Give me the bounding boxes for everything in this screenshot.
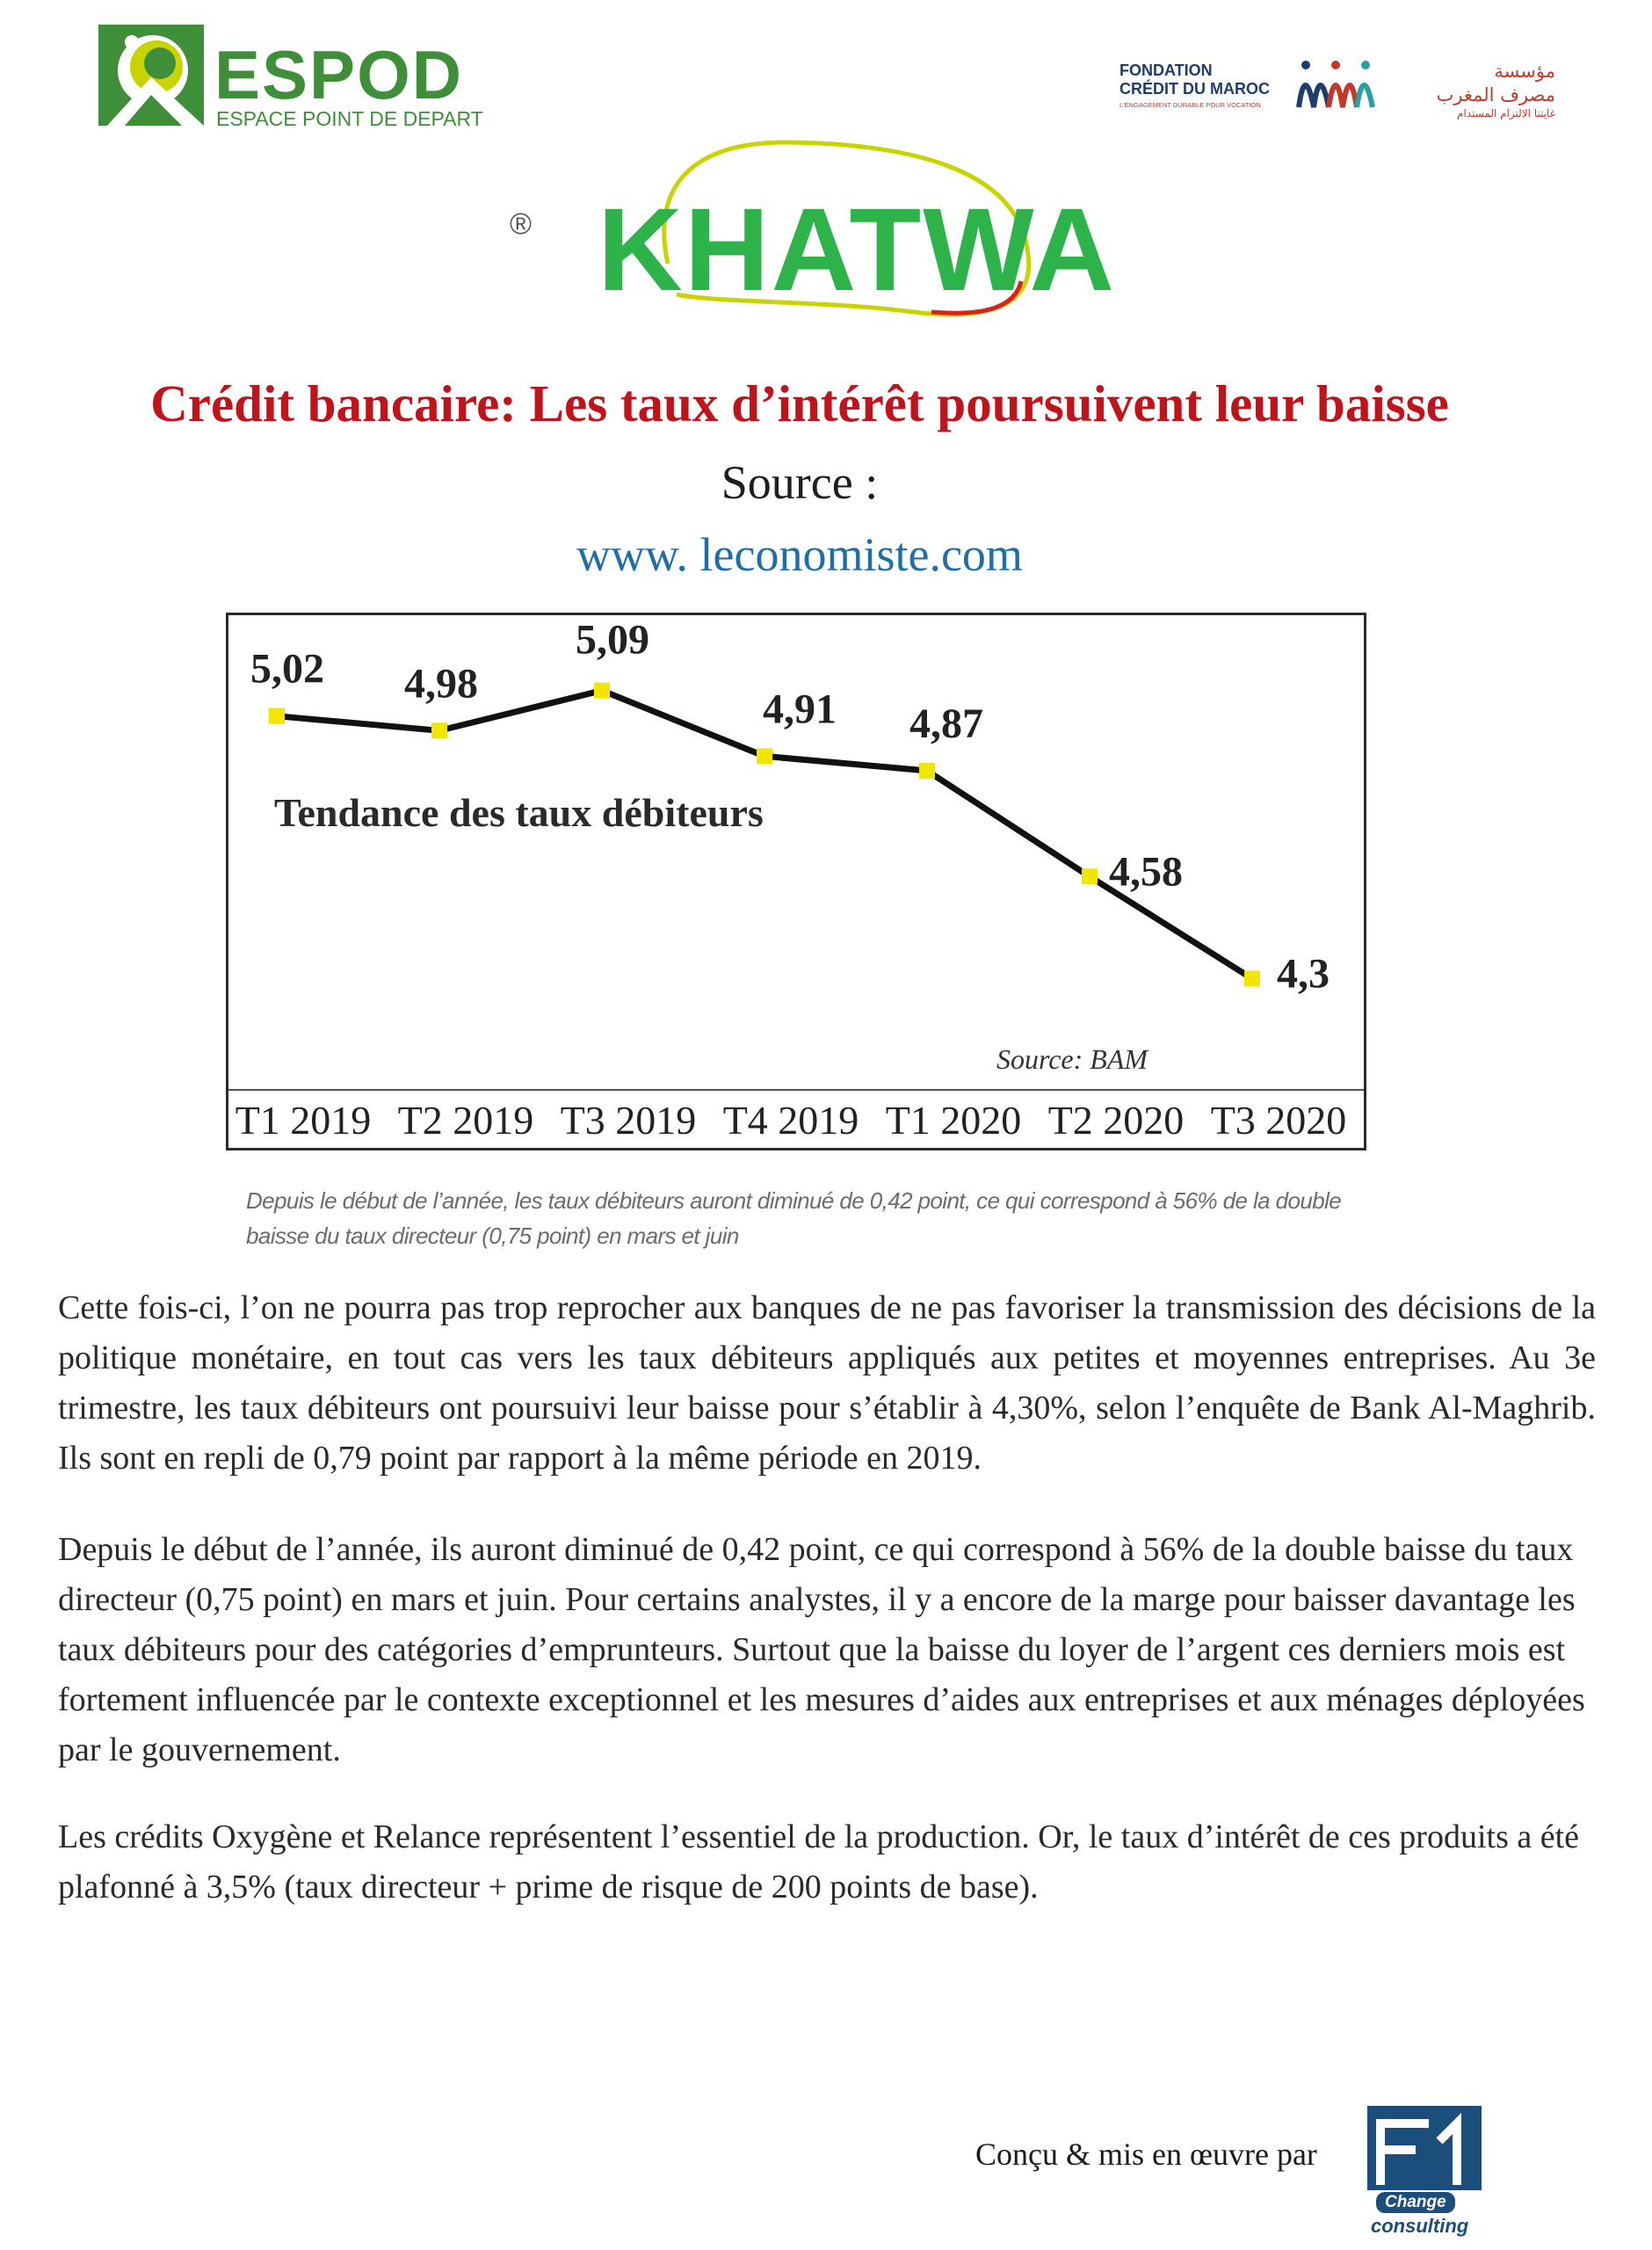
fondation-line2: CRÉDIT DU MAROC xyxy=(1119,80,1270,98)
x-tick-label-5: T1 2020 xyxy=(885,1098,1022,1143)
data-label-3: 5,09 xyxy=(576,616,649,664)
khatwa-name: KHATWA xyxy=(598,185,1117,316)
espod-logo xyxy=(98,16,485,130)
data-point-4 xyxy=(757,748,772,764)
data-label-6: 4,58 xyxy=(1109,848,1183,896)
fondation-arabic-line1: مؤسسة xyxy=(1494,61,1555,82)
fondation-tagline: L'ENGAGEMENT DURABLE POUR VOCATION xyxy=(1119,101,1261,109)
fondation-emblem-icon xyxy=(1292,54,1380,116)
footer-credit: Conçu & mis en œuvre par xyxy=(975,2137,1317,2172)
khatwa-registered-mark: ® xyxy=(510,207,533,241)
consulting-word: consulting xyxy=(1371,2215,1469,2237)
fondation-credit-du-maroc-logo xyxy=(1116,51,1555,130)
espod-emblem-icon xyxy=(98,16,213,130)
fondation-arabic-line2: مصرف المغرب xyxy=(1436,84,1555,105)
x-tick-label-2: T2 2019 xyxy=(397,1098,534,1143)
x-tick-label-3: T3 2019 xyxy=(560,1098,697,1143)
x-tick-label-6: T2 2020 xyxy=(1047,1098,1185,1143)
x-tick-label-4: T4 2019 xyxy=(722,1098,859,1143)
data-label-1: 5,02 xyxy=(250,645,324,693)
data-point-5 xyxy=(919,763,935,779)
data-label-5: 4,87 xyxy=(909,700,983,747)
chart-caption: Depuis le début de l’année, les taux débiteurs auront diminué de 0,42 point, ce qui correspond à 56% de la double baisse du taux directeur (0,75 point) en mars et juin xyxy=(246,1187,1342,1249)
fondation-arabic-name xyxy=(1388,60,1555,120)
rate-trend-chart xyxy=(226,613,1366,1150)
change-consulting-logo xyxy=(1367,2106,1490,2238)
paragraph-1: Cette fois-ci, l’on ne pourra pas trop reprocher aux banques de ne pas favoriser la transmission des décisions de la politique monétaire, en tout cas vers les taux débiteurs appliqués aux petites et moyennes entreprises. Au 3e trimestre, les taux débiteurs ont poursuivi leur baisse pour s’établir à 4,30%, selon l’enquête de Bank Al-Maghrib. Ils sont en repli de 0,79 point par rapport à la même période en 2019. xyxy=(58,1289,1596,1477)
data-point-2 xyxy=(431,722,447,738)
chart-title: Tendance des taux débiteurs xyxy=(274,790,764,835)
data-point-6 xyxy=(1082,868,1098,884)
source-url-link[interactable]: www. leconomiste.com xyxy=(576,528,1023,581)
data-label-2: 4,98 xyxy=(404,660,478,708)
x-tick-label-1: T1 2019 xyxy=(235,1098,372,1143)
paragraph-3: Les crédits Oxygène et Relance représentent l’essentiel de la production. Or, le taux d’intérêt de ces produits a été plafonné à 3,5% (taux directeur + prime de risque de 200 points de base). xyxy=(58,1818,1580,1905)
data-point-3 xyxy=(594,683,610,699)
paragraph-2: Depuis le début de l’année, ils auront diminué de 0,42 point, ce qui correspond à 56% de la double baisse du taux directeur (0,75 point) en mars et juin. Pour certains analystes, il y a encore de la marge pour baisser davantage les taux débiteurs pour des catégories d’emprunteurs. Surtout que la baisse du loyer de l’argent ces derniers mois est fortement influencée par le contexte exceptionnel et les mesures d’aides aux entreprises et aux ménages déployées par le gouvernement. xyxy=(58,1531,1585,1768)
article-title: Crédit bancaire: Les taux d’intérêt poursuivent leur baisse xyxy=(150,374,1449,432)
x-tick-label-7: T3 2020 xyxy=(1210,1098,1347,1143)
fondation-name xyxy=(1119,62,1270,98)
data-label-7: 4,3 xyxy=(1277,950,1330,998)
data-point-7 xyxy=(1244,971,1260,987)
data-point-1 xyxy=(269,708,285,724)
khatwa-logo xyxy=(510,132,1117,334)
chart-canvas xyxy=(228,615,1364,1148)
data-label-4: 4,91 xyxy=(763,686,837,733)
chart-x-ticks-layer xyxy=(235,1098,1347,1143)
fondation-line1: FONDATION xyxy=(1119,62,1213,79)
chart-source-note: Source: BAM xyxy=(996,1043,1148,1075)
source-label: Source : xyxy=(721,456,879,509)
fondation-arabic-tagline: غايتنا الالتزام المستدام xyxy=(1457,107,1555,120)
change-consulting-emblem-icon xyxy=(1367,2106,1490,2194)
change-word: Change xyxy=(1376,2192,1455,2213)
espod-name: ESPOD xyxy=(214,36,464,113)
espod-subtitle: ESPACE POINT DE DEPART xyxy=(216,107,483,130)
